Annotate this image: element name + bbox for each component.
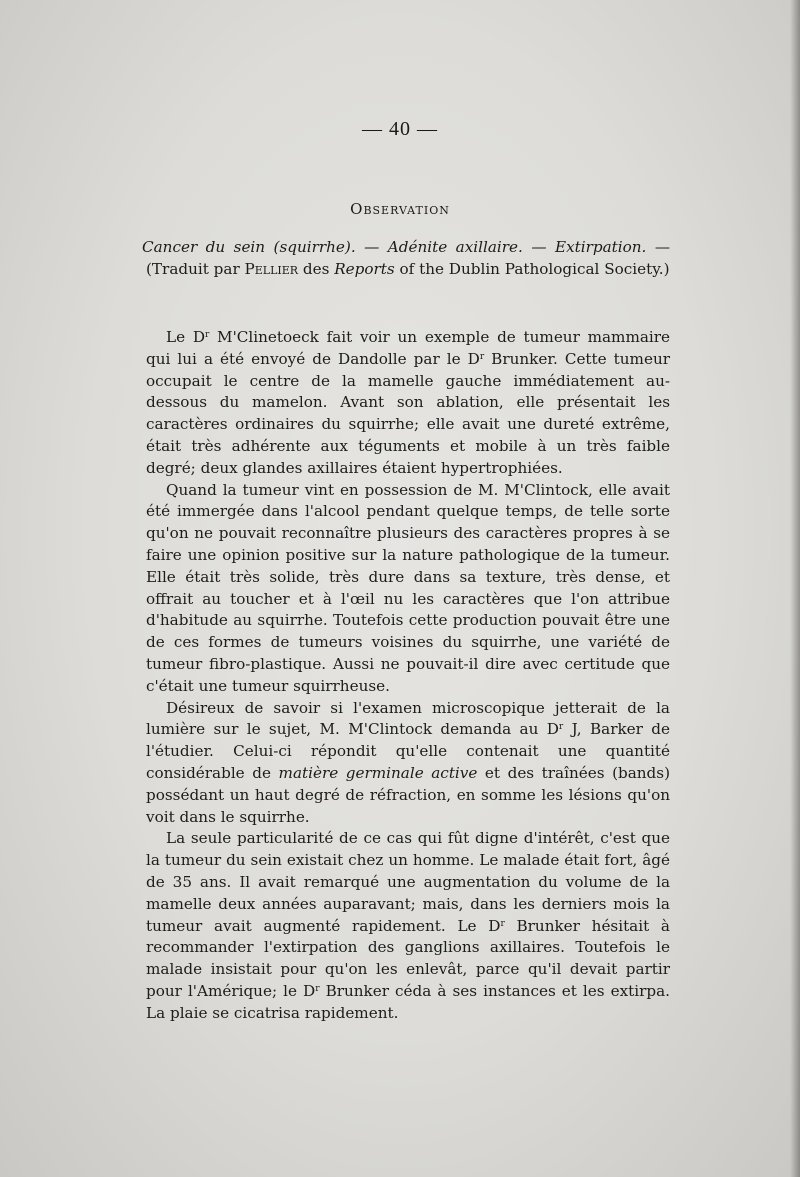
p3-text-a: Désireux de savoir si l'examen microscopique jetterait de la lumière sur le sujet, M. M'Clintock demanda au D	[146, 698, 670, 739]
intro-dash: —	[646, 238, 671, 256]
page-number: — 40 —	[362, 118, 438, 140]
p1-dr-sup-2: r	[479, 351, 485, 362]
p4-text-c: Brunker céda à ses instances et les extirpa. La plaie se cicatrisa rapidement.	[146, 981, 671, 1022]
page-edge-shadow	[790, 0, 800, 1177]
paragraph-1	[146, 327, 670, 480]
p3-dr-sup: r	[558, 722, 564, 733]
intro-title: Cancer du sein (squirrhe). — Adénite axillaire. — Extirpation.	[142, 238, 647, 256]
p1-text-b: M'Clinetoeck fait voir un exemple de tumeur mammaire qui lui a été envoyé de Dandolle par le D	[146, 328, 671, 368]
p4-text-a: La seule particularité de ce cas qui fût digne d'intérêt, c'est que la tumeur du sein existait chez un homme. Le malade était fort, âgé de 35 ans. Il avait remarqué une augmentation du volume de la mamelle deux années auparavant; mais, dans les derniers mois la tumeur avait augmenté rapidement. Le D	[146, 829, 670, 935]
p3-text-c: et des traînées (bands) possédant un haut degré de réfraction, en somme les lésions qu'on voit dans le squirrhe.	[146, 763, 671, 826]
p4-text-b: Brunker hésitait à recommander l'extirpation des ganglions axillaires. Toutefois le malade insistait pour qu'on les enlevât, parce qu'il devait partir pour l'Amérique; le D	[146, 916, 670, 1000]
p3-text-b: J, Barker de l'étudier. Celui-ci répondit qu'elle contenait une quantité considérable de	[146, 720, 670, 782]
intro-translated-by: (Traduit par	[146, 259, 245, 278]
section-heading: Observation	[350, 200, 450, 218]
p3-italic: matière germinale active	[278, 763, 478, 782]
observation-body	[146, 327, 670, 1025]
paragraph-2: Quand la tumeur vint en possession de M. M'Clintock, elle avait été immergée dans l'alcool pendant quelque temps, de telle sorte qu'on ne pouvait reconnaître plusieurs des caractères propres à se faire une opinion positive sur la nature pathologique de la tumeur. Elle était très solide, très dure dans sa texture, très dense, et offrait au toucher et à l'œil nu les caractères que l'on attribue d'habitude au squirrhe. Toutefois cette production pouvait être une de ces formes de tumeurs voisines du squirrhe, une variété de tumeur fibro-plastique. Aussi ne pouvait-il dire avec certitude que c'était une tumeur squirrheuse.	[146, 480, 670, 695]
intro-source: Reports	[334, 259, 395, 278]
intro-source-rest: of the Dublin Pathological Society.)	[394, 259, 670, 278]
p4-dr-sup-1: r	[500, 918, 505, 929]
intro-translator: Pellier	[244, 259, 299, 278]
p4-dr-sup-2: r	[315, 983, 320, 994]
p1-dr-sup-1: r	[205, 330, 210, 340]
observation-intro	[142, 237, 671, 281]
paragraph-3	[146, 698, 670, 829]
p1-text-c: Brunker. Cette tumeur occupait le centre de la mamelle gauche immédiatement au-dessous du mamelon. Avant son ablation, elle présentait les caractères ordinaires du squirrhe; elle avait une dureté extrême, était très adhérente aux téguments et mobile à un très faible degré; deux glandes axillaires étaient hypertrophiées.	[146, 349, 670, 477]
p1-text-a: Le D	[166, 328, 205, 346]
paragraph-4	[146, 828, 670, 1024]
intro-des: des	[298, 259, 335, 278]
